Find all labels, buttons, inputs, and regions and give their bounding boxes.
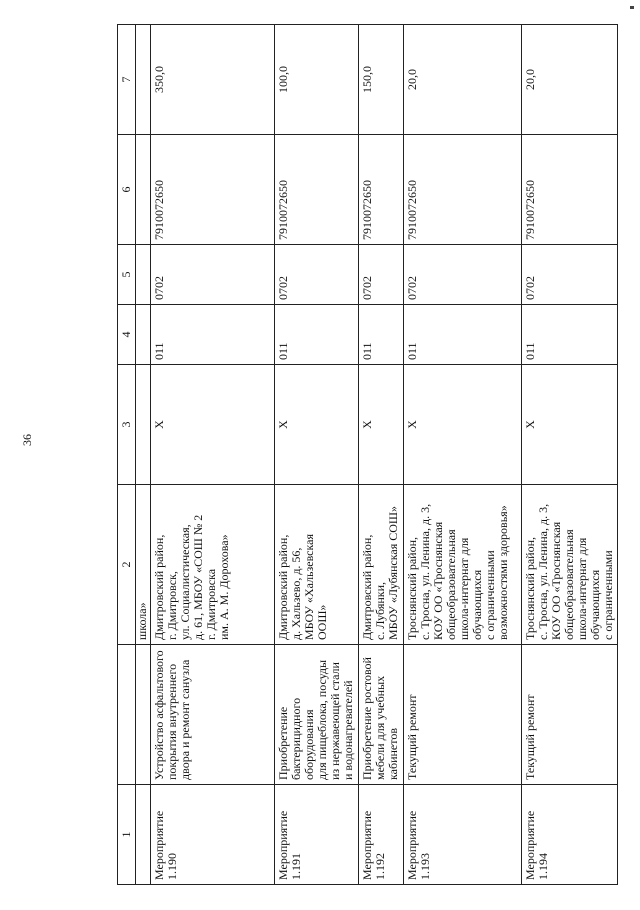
col4-cell: 011	[522, 305, 618, 365]
header-col-4: 4	[118, 305, 136, 365]
col6-cell: 7910072650	[522, 135, 618, 245]
event-cell: Мероприятие 1.192	[359, 785, 404, 885]
col4-cell: 011	[404, 305, 522, 365]
col3-cell: X	[275, 365, 359, 485]
col7-cell: 100,0	[275, 25, 359, 135]
col6-cell: 7910072650	[404, 135, 522, 245]
col3-cell: X	[522, 365, 618, 485]
activity-cell: Текущий ремонт	[404, 645, 522, 785]
budget-table	[117, 24, 618, 885]
header-col-1: 1	[118, 785, 136, 885]
event-cell: Мероприятие 1.191	[275, 785, 359, 885]
col6-cell: 7910072650	[275, 135, 359, 245]
col5-cell: 0702	[275, 245, 359, 305]
col4-cell: 011	[275, 305, 359, 365]
address-cell: Дмитровский район, г. Дмитровск, ул. Социалистическая, д. 61, МБОУ «СОШ № 2 г. Дмитровска им. А. М. Дорохова»	[151, 485, 275, 645]
col4-cell: 011	[151, 305, 275, 365]
table-row	[275, 25, 359, 885]
header-row	[118, 25, 136, 885]
col5-cell: 0702	[359, 245, 404, 305]
table-row	[359, 25, 404, 885]
col7-cell: 350,0	[151, 25, 275, 135]
col7-cell: 20,0	[404, 25, 522, 135]
address-cell: Дмитровский район, д. Хальзево, д. 56, МБОУ «Хальзевская ООШ»	[275, 485, 359, 645]
table-row	[522, 25, 618, 885]
activity-cell: Текущий ремонт	[522, 645, 618, 785]
activity-cell: Приобретение бактерицидного оборудования для пищеблока, посуды из нержавеющей стали и водонагревателей	[275, 645, 359, 785]
rotated-table-area	[117, 25, 615, 885]
address-cell: Троснянский район, с. Тросна, ул. Ленина, д. 3, КОУ ОО «Троснянская общеобразовательная школа-интернат для обучающихся с ограниченными возможностями здоровья»	[404, 485, 522, 645]
col5-cell: 0702	[151, 245, 275, 305]
continuation-row	[136, 25, 151, 885]
event-cell: Мероприятие 1.190	[151, 785, 275, 885]
header-col-2: 2	[118, 485, 136, 645]
header-col-6: 6	[118, 135, 136, 245]
col5-cell: 0702	[522, 245, 618, 305]
header-col-7: 7	[118, 25, 136, 135]
address-cell: Дмитровский район, с. Лубянки, МБОУ «Лубянская СОШ»	[359, 485, 404, 645]
page-number: 36	[20, 434, 34, 446]
table-row	[151, 25, 275, 885]
col4-cell: 011	[359, 305, 404, 365]
col7-cell: 20,0	[522, 25, 618, 135]
header-col-5: 5	[118, 245, 136, 305]
header-col-1b	[118, 645, 136, 785]
continuation-text: школа»	[136, 485, 151, 645]
col3-cell: X	[404, 365, 522, 485]
col5-cell: 0702	[404, 245, 522, 305]
header-col-3: 3	[118, 365, 136, 485]
activity-cell: Приобретение ростовой мебели для учебных кабинетов	[359, 645, 404, 785]
event-cell: Мероприятие 1.194	[522, 785, 618, 885]
scan-speck	[630, 6, 634, 9]
col3-cell: X	[359, 365, 404, 485]
address-cell: Троснянский район, с. Тросна, ул. Ленина, д. 3, КОУ ОО «Троснянская общеобразовательная школа-интернат для обучающихся с ограниченными	[522, 485, 618, 645]
col3-cell: X	[151, 365, 275, 485]
event-cell: Мероприятие 1.193	[404, 785, 522, 885]
col6-cell: 7910072650	[359, 135, 404, 245]
col7-cell: 150,0	[359, 25, 404, 135]
activity-cell: Устройство асфальтового покрытия внутреннего двора и ремонт санузла	[151, 645, 275, 785]
col6-cell: 7910072650	[151, 135, 275, 245]
table-row	[404, 25, 522, 885]
